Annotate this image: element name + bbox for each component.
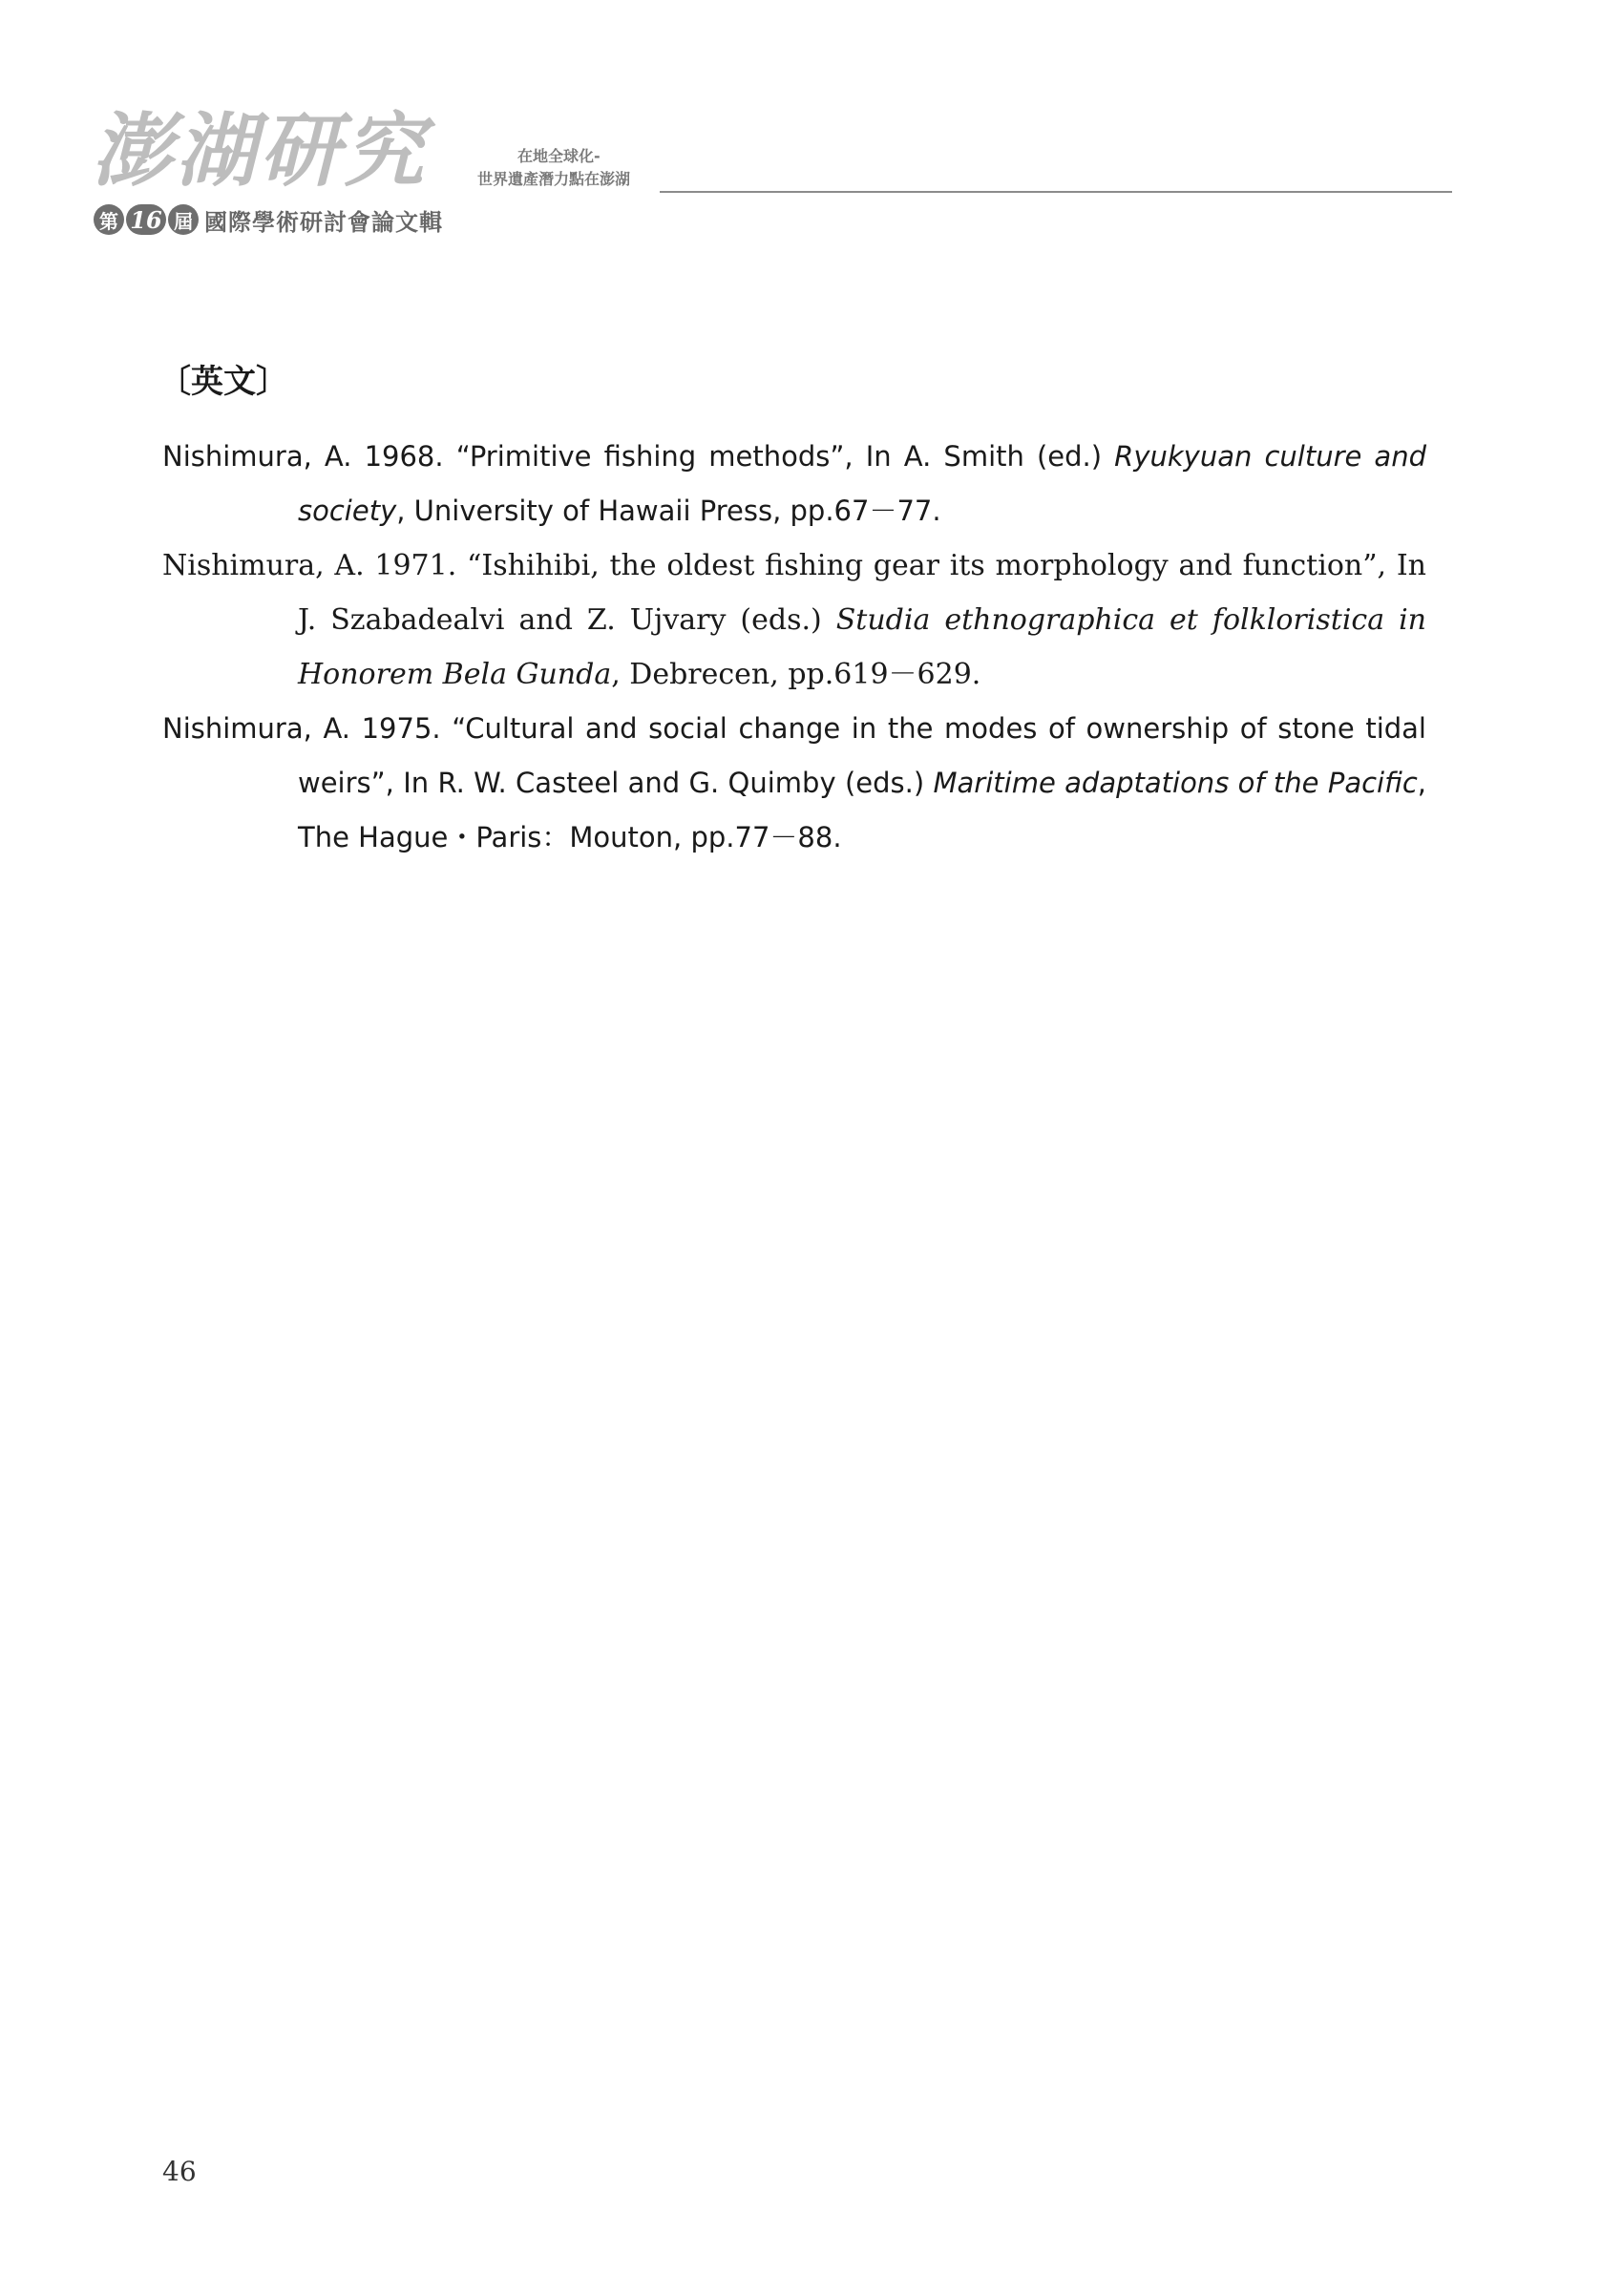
conference-theme bbox=[477, 145, 630, 191]
edition-suffix-badge: 屆 bbox=[168, 204, 199, 235]
edition-number-badge: 16 bbox=[126, 204, 166, 235]
reference-entry bbox=[162, 702, 1426, 865]
conference-theme-line-2: 世界遺產潛力點在澎湖 bbox=[477, 170, 631, 188]
reference-text: Nishimura, A. 1975. “Cultural and social change in the modes of ownership of stone tidal weirs”, In R. W. Casteel and G. Quimby (eds.) bbox=[162, 712, 1426, 799]
reference-publisher: , Debrecen, pp.619－629. bbox=[611, 658, 981, 691]
header-divider bbox=[660, 191, 1452, 193]
section-heading: 〔英文〕 bbox=[158, 363, 288, 401]
reference-publisher: , University of Hawaii Press, pp.67－77. bbox=[396, 495, 941, 527]
edition-prefix-badge: 第 bbox=[94, 204, 124, 235]
conference-theme-line-1: 在地全球化- bbox=[517, 147, 601, 165]
journal-title: 澎湖研究 bbox=[92, 103, 429, 198]
reference-title-italic: Studia ethnographica et folkloristica in Honorem Bela Gunda bbox=[298, 603, 1426, 691]
edition-title: 國際學術研討會論文輯 bbox=[204, 208, 443, 236]
reference-title-italic: Maritime adaptations of the Pacific bbox=[933, 767, 1418, 799]
reference-text: Nishimura, A. 1968. “Primitive fishing methods”, In A. Smith (ed.) bbox=[162, 440, 1115, 473]
edition-line bbox=[94, 199, 443, 241]
reference-publisher: , The Hague・Paris：Mouton, pp.77－88. bbox=[298, 767, 1427, 853]
reference-title-italic: Ryukyuan culture and society bbox=[298, 440, 1426, 527]
reference-list bbox=[162, 430, 1426, 865]
running-header bbox=[92, 103, 1457, 256]
reference-text: Nishimura, A. 1971. “Ishihibi, the oldest fishing gear its morphology and function”, In J. Szabadealvi and Z. Ujvary (eds.) bbox=[162, 549, 1426, 637]
reference-entry bbox=[162, 538, 1426, 702]
page-number: 46 bbox=[162, 2156, 197, 2187]
reference-entry bbox=[162, 430, 1426, 538]
